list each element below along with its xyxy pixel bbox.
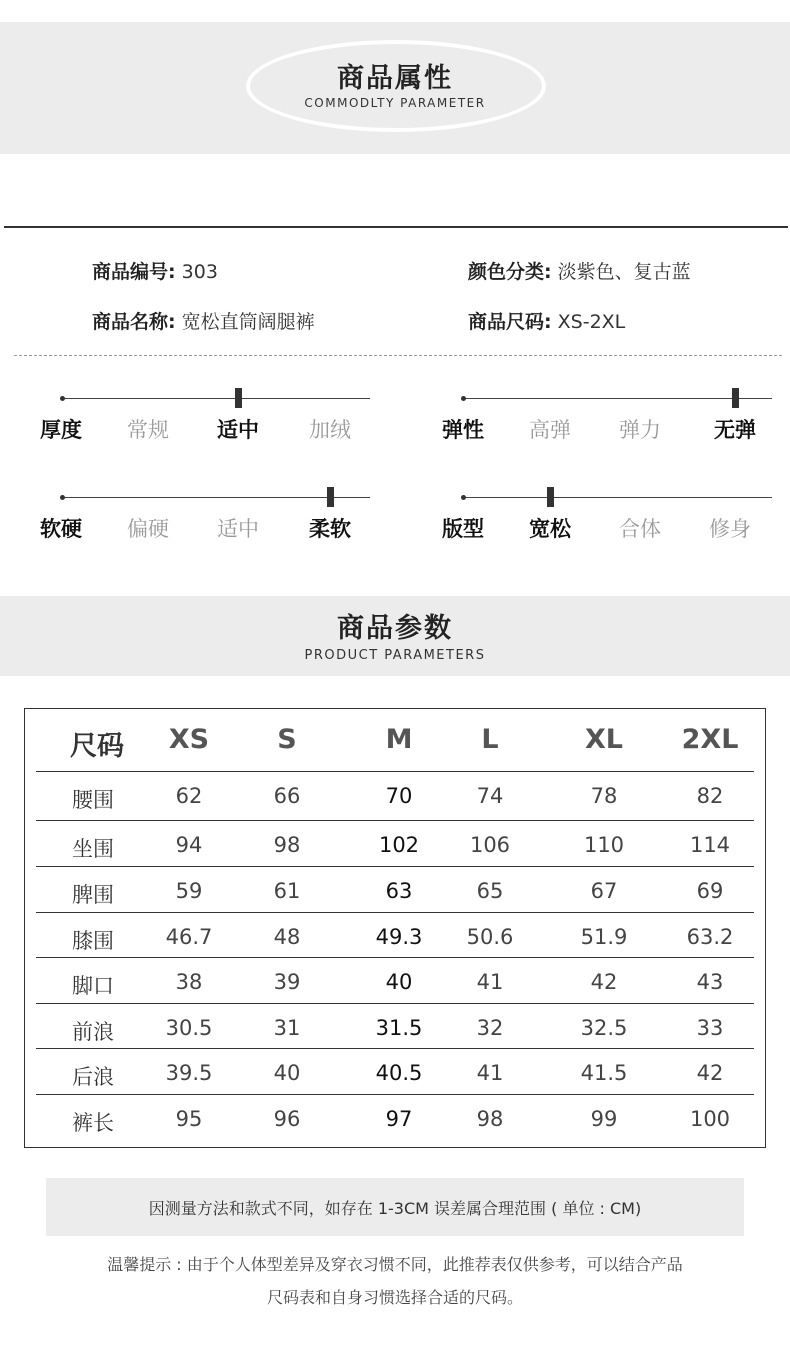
table-cell: 106 <box>469 833 511 857</box>
slider-start-dot <box>60 396 65 401</box>
row-divider <box>36 866 754 867</box>
table-cell: 96 <box>273 1107 301 1131</box>
measure-label: 裤长 <box>72 1111 114 1135</box>
table-cell: 95 <box>175 1107 203 1131</box>
section-title: 商品属性 <box>337 63 453 94</box>
size-header: M <box>385 724 413 755</box>
tip-line-1: 温馨提示 : 由于个人体型差异及穿衣习惯不同，此推荐表仅供参考，可以结合产品 <box>107 1255 683 1274</box>
product-size-range: 商品尺码: XS-2XL <box>468 311 626 333</box>
table-cell: 41 <box>476 1061 504 1085</box>
attribute-option: 偏硬 <box>127 517 169 541</box>
params-subtitle: PRODUCT PARAMETERS <box>304 648 486 663</box>
slider-start-dot <box>461 495 466 500</box>
table-cell: 38 <box>175 970 203 994</box>
table-cell: 30.5 <box>165 1016 213 1040</box>
row-divider <box>36 1094 754 1095</box>
attribute-option: 修身 <box>709 517 751 541</box>
size-header: XS <box>168 724 210 755</box>
params-title: 商品参数 <box>337 613 453 644</box>
table-cell: 67 <box>590 879 618 903</box>
section-subtitle: COMMODLTY PARAMETER <box>304 96 486 110</box>
size-header-label: 尺码 <box>70 731 124 762</box>
attribute-option: 常规 <box>127 418 169 442</box>
table-cell: 66 <box>273 784 301 808</box>
size-header: XL <box>584 724 624 755</box>
table-cell: 48 <box>273 925 301 949</box>
table-cell: 114 <box>689 833 731 857</box>
row-divider <box>36 771 754 772</box>
table-cell: 59 <box>175 879 203 903</box>
table-cell: 42 <box>590 970 618 994</box>
slider-marker <box>235 388 242 408</box>
table-cell: 41 <box>476 970 504 994</box>
measure-label: 脚口 <box>72 974 114 998</box>
slider-start-dot <box>461 396 466 401</box>
table-cell: 99 <box>590 1107 618 1131</box>
table-cell: 42 <box>696 1061 724 1085</box>
attribute-option: 加绒 <box>309 418 351 442</box>
table-cell: 82 <box>696 784 724 808</box>
slider-start-dot <box>60 495 65 500</box>
row-divider <box>36 1003 754 1004</box>
table-cell: 61 <box>273 879 301 903</box>
table-cell: 31.5 <box>375 1016 423 1040</box>
table-cell: 49.3 <box>375 925 423 949</box>
slider-marker <box>547 487 554 507</box>
tip-line-2: 尺码表和自身习惯选择合适的尺码。 <box>266 1288 523 1307</box>
table-cell: 63 <box>385 879 413 903</box>
table-cell: 41.5 <box>580 1061 628 1085</box>
table-cell: 65 <box>476 879 504 903</box>
size-header: S <box>277 724 297 755</box>
table-cell: 31 <box>273 1016 301 1040</box>
attribute-name: 厚度 <box>40 418 82 442</box>
table-cell: 43 <box>696 970 724 994</box>
measure-label: 前浪 <box>72 1020 114 1044</box>
table-cell: 40 <box>385 970 413 994</box>
attribute-option: 宽松 <box>529 517 571 541</box>
size-header: 2XL <box>681 724 739 755</box>
table-cell: 33 <box>696 1016 724 1040</box>
table-cell: 97 <box>385 1107 413 1131</box>
slider-track <box>62 497 370 498</box>
table-cell: 40 <box>273 1061 301 1085</box>
measure-label: 膝围 <box>72 929 114 953</box>
table-cell: 78 <box>590 784 618 808</box>
measurement-note: 因测量方法和款式不同，如存在 1-3CM 误差属合理范围 ( 单位 : CM) <box>148 1199 642 1218</box>
attribute-name: 版型 <box>442 517 484 541</box>
row-divider <box>36 1048 754 1049</box>
table-cell: 98 <box>476 1107 504 1131</box>
table-cell: 63.2 <box>686 925 734 949</box>
attribute-name: 软硬 <box>40 517 82 541</box>
table-cell: 51.9 <box>580 925 628 949</box>
product-name: 商品名称: 宽松直筒阔腿裤 <box>92 311 315 333</box>
attribute-name: 弹性 <box>442 418 484 442</box>
table-cell: 102 <box>378 833 420 857</box>
measure-label: 坐围 <box>72 837 114 861</box>
table-cell: 94 <box>175 833 203 857</box>
table-cell: 50.6 <box>466 925 514 949</box>
measure-label: 后浪 <box>72 1065 114 1089</box>
dotted-divider <box>14 355 782 356</box>
measure-label: 脾围 <box>72 883 114 907</box>
attribute-option: 高弹 <box>529 418 571 442</box>
slider-track <box>463 497 772 498</box>
attribute-option: 弹力 <box>619 418 661 442</box>
attribute-option: 无弹 <box>714 418 756 442</box>
slider-marker <box>732 388 739 408</box>
table-cell: 74 <box>476 784 504 808</box>
table-cell: 98 <box>273 833 301 857</box>
table-cell: 39 <box>273 970 301 994</box>
attribute-option: 合体 <box>619 517 661 541</box>
table-cell: 100 <box>689 1107 731 1131</box>
table-cell: 32 <box>476 1016 504 1040</box>
table-cell: 46.7 <box>165 925 213 949</box>
table-cell: 62 <box>175 784 203 808</box>
table-cell: 69 <box>696 879 724 903</box>
size-header: L <box>481 724 499 755</box>
table-cell: 32.5 <box>580 1016 628 1040</box>
row-divider <box>36 820 754 821</box>
table-cell: 40.5 <box>375 1061 423 1085</box>
slider-marker <box>327 487 334 507</box>
attribute-option: 适中 <box>217 517 259 541</box>
slider-track <box>463 398 772 399</box>
attribute-option: 柔软 <box>309 517 351 541</box>
table-cell: 110 <box>583 833 625 857</box>
slider-track <box>62 398 370 399</box>
product-color: 颜色分类: 淡紫色、复古蓝 <box>468 261 691 283</box>
row-divider <box>36 957 754 958</box>
product-code: 商品编号: 303 <box>92 261 218 283</box>
attribute-option: 适中 <box>217 418 259 442</box>
row-divider <box>36 912 754 913</box>
table-cell: 39.5 <box>165 1061 213 1085</box>
divider <box>4 226 788 228</box>
table-cell: 70 <box>385 784 413 808</box>
measure-label: 腰围 <box>72 788 114 812</box>
